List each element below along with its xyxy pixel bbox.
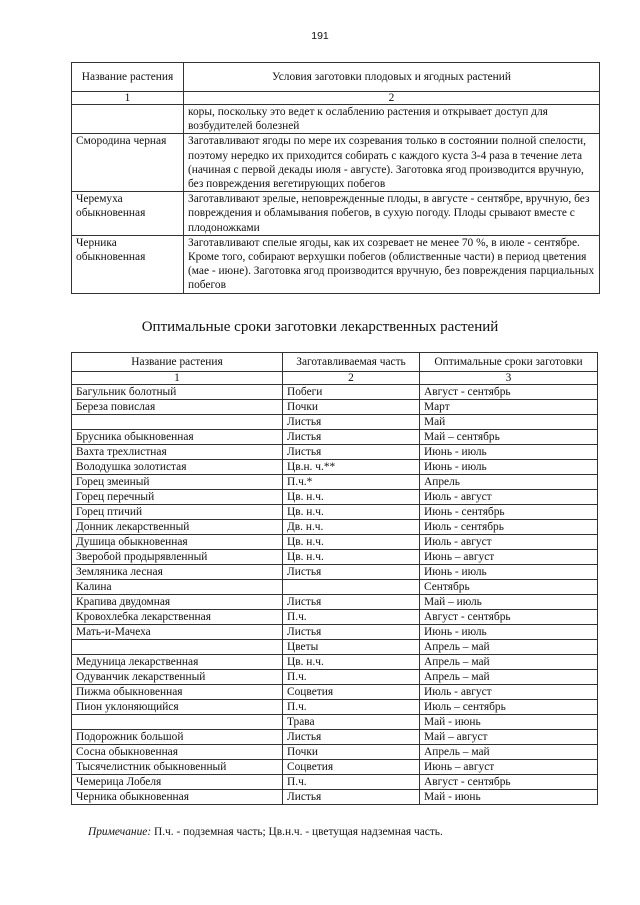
table-cell: Июль - август (420, 535, 598, 550)
column-number: 2 (184, 92, 600, 105)
table-cell: Июль - август (420, 490, 598, 505)
table-header-row (72, 353, 598, 372)
table-cell: Медуница лекарственная (72, 655, 283, 670)
table-row (72, 235, 600, 293)
table-cell: Листья (283, 415, 420, 430)
table-row (72, 415, 598, 430)
table-cell: Подорожник большой (72, 730, 283, 745)
column-number: 2 (283, 372, 420, 385)
table-cell: Вахта трехлистная (72, 445, 283, 460)
table-cell: Март (420, 400, 598, 415)
table-row (72, 610, 598, 625)
table-cell: Почки (283, 400, 420, 415)
table-cell: Черника обыкновенная (72, 235, 184, 293)
table-cell: Август - сентябрь (420, 385, 598, 400)
table-cell: Соцветия (283, 685, 420, 700)
table-row (72, 445, 598, 460)
section-title: Оптимальные сроки заготовки лекарственных растений (141, 319, 499, 335)
table-row (72, 760, 598, 775)
table-cell (283, 580, 420, 595)
table-cell: Черника обыкновенная (72, 790, 283, 805)
column-number: 1 (72, 92, 184, 105)
table-row (72, 460, 598, 475)
table-cell: Цв. н.ч. (283, 505, 420, 520)
table-row (72, 134, 600, 192)
table-cell: Брусника обыкновенная (72, 430, 283, 445)
table-cell: Август - сентябрь (420, 775, 598, 790)
table-row (72, 700, 598, 715)
footnote-label: Примечание: (88, 826, 152, 838)
table-cell: Чемерица Лобеля (72, 775, 283, 790)
column-number-row (72, 372, 598, 385)
table-row (72, 400, 598, 415)
table-row (72, 192, 600, 236)
table-cell: Июль - сентябрь (420, 520, 598, 535)
table-cell: П.ч. (283, 775, 420, 790)
table-cell: Листья (283, 565, 420, 580)
table-row (72, 625, 598, 640)
column-number-row (72, 92, 600, 105)
table-cell: Июнь - июль (420, 460, 598, 475)
table-cell: Трава (283, 715, 420, 730)
table-row (72, 520, 598, 535)
table-cell: Цв.н. ч.** (283, 460, 420, 475)
table-row (72, 385, 598, 400)
table-cell: Черемуха обыкновенная (72, 192, 184, 236)
table-cell: Дв. н.ч. (283, 520, 420, 535)
table-cell: Мать-и-Мачеха (72, 625, 283, 640)
table-cell: Апрель – май (420, 655, 598, 670)
table-cell (72, 105, 184, 134)
table-cell: Июль - август (420, 685, 598, 700)
table-cell: Май – июль (420, 595, 598, 610)
table-cell: Листья (283, 445, 420, 460)
table-cell: Апрель – май (420, 745, 598, 760)
table-cell: Апрель (420, 475, 598, 490)
table-cell: Май – август (420, 730, 598, 745)
table-cell: Земляника лесная (72, 565, 283, 580)
table-row (72, 490, 598, 505)
table-row (72, 655, 598, 670)
table-cell: Зверобой продырявленный (72, 550, 283, 565)
table-cell: Соцветия (283, 760, 420, 775)
table-row (72, 745, 598, 760)
footnote (88, 826, 443, 838)
table-cell: Заготавливают зрелые, неповрежденные плоды, в августе - сентябре, вручную, без повреждения и обламывания побегов, в сухую погоду. Плоды срывают вместе с плодоножками (184, 192, 600, 236)
table-cell: Июнь – август (420, 760, 598, 775)
table-cell: Пижма обыкновенная (72, 685, 283, 700)
table-cell: Май - июнь (420, 790, 598, 805)
table-row (72, 430, 598, 445)
table-cell: Июнь - июль (420, 565, 598, 580)
table-row (72, 685, 598, 700)
table-cell (72, 715, 283, 730)
table-row (72, 550, 598, 565)
table-cell: Цв. н.ч. (283, 490, 420, 505)
table-cell: Тысячелистник обыкновенный (72, 760, 283, 775)
harvest-periods-table (71, 352, 598, 805)
table-cell: Цветы (283, 640, 420, 655)
table-cell: Май (420, 415, 598, 430)
table-cell: Заготавливают ягоды по мере их созревания только в состоянии полной спелости, поэтому нередко их приходится собирать с каждого куста 3-4 раза в течение лета (начиная с первой декады июля - августе). Заготовка ягод производится вручную, без повреждения вегетирующих побегов (184, 134, 600, 192)
table-cell: Горец змеиный (72, 475, 283, 490)
table-cell: Пион уклоняющийся (72, 700, 283, 715)
table-cell: Апрель – май (420, 670, 598, 685)
table-cell: Май – сентябрь (420, 430, 598, 445)
table-cell: Багульник болотный (72, 385, 283, 400)
footnote-text: П.ч. - подземная часть; Цв.н.ч. - цветущая надземная часть. (151, 826, 443, 838)
table-cell: П.ч. (283, 670, 420, 685)
table-cell: Июль – сентябрь (420, 700, 598, 715)
table-cell: Сосна обыкновенная (72, 745, 283, 760)
table-cell: Цв. н.ч. (283, 655, 420, 670)
table-cell: Листья (283, 625, 420, 640)
table-cell: Калина (72, 580, 283, 595)
table-cell: Горец перечный (72, 490, 283, 505)
header-part: Заготавливаемая часть (283, 353, 420, 372)
table-cell: Цв. н.ч. (283, 535, 420, 550)
table-cell: Одуванчик лекарственный (72, 670, 283, 685)
table-cell: Сентябрь (420, 580, 598, 595)
table-cell: Береза повислая (72, 400, 283, 415)
table-cell: Почки (283, 745, 420, 760)
table-cell (72, 640, 283, 655)
table-cell: Кровохлебка лекарственная (72, 610, 283, 625)
table-cell: Побеги (283, 385, 420, 400)
table-row (72, 105, 600, 134)
table-cell: Июнь - июль (420, 445, 598, 460)
table-row (72, 535, 598, 550)
table-cell: П.ч.* (283, 475, 420, 490)
table-cell: Донник лекарственный (72, 520, 283, 535)
table-cell: Листья (283, 730, 420, 745)
table-cell: П.ч. (283, 700, 420, 715)
table-cell: Цв. н.ч. (283, 550, 420, 565)
table-row (72, 595, 598, 610)
table-row (72, 565, 598, 580)
table-cell: П.ч. (283, 610, 420, 625)
table-cell: Листья (283, 430, 420, 445)
header-plant-name: Название растения (72, 353, 283, 372)
table-row (72, 775, 598, 790)
table-row (72, 580, 598, 595)
table-cell: коры, поскольку это ведет к ослаблению растения и открывает доступ для возбудителей болезней (184, 105, 600, 134)
table-cell: Листья (283, 790, 420, 805)
table-cell (72, 415, 283, 430)
column-number: 1 (72, 372, 283, 385)
table-row (72, 505, 598, 520)
table-row (72, 670, 598, 685)
table-cell: Душица обыкновенная (72, 535, 283, 550)
header-period: Оптимальные сроки заготовки (420, 353, 598, 372)
column-number: 3 (420, 372, 598, 385)
table-cell: Июнь - сентябрь (420, 505, 598, 520)
table-cell: Смородина черная (72, 134, 184, 192)
table-row (72, 715, 598, 730)
table-cell: Горец птичий (72, 505, 283, 520)
table-cell: Август - сентябрь (420, 610, 598, 625)
table-cell: Апрель – май (420, 640, 598, 655)
table-header-row (72, 63, 600, 92)
harvest-conditions-table (71, 62, 600, 294)
table-row (72, 730, 598, 745)
table-cell: Июнь – август (420, 550, 598, 565)
table-row (72, 475, 598, 490)
table-cell: Володушка золотистая (72, 460, 283, 475)
header-plant-name: Название растения (72, 63, 184, 92)
table-cell: Листья (283, 595, 420, 610)
table-cell: Заготавливают спелые ягоды, как их созревает не менее 70 %, в июле - сентябре. Кроме того, собирают верхушки побегов (облиственные части) в период цветения (мае - июне). Заготовка ягод производится вручную, без повреждения парциальных побегов (184, 235, 600, 293)
page-number: 191 (311, 30, 329, 42)
header-conditions: Условия заготовки плодовых и ягодных растений (184, 63, 600, 92)
table-cell: Июнь - июль (420, 625, 598, 640)
table-cell: Май - июнь (420, 715, 598, 730)
table-row (72, 640, 598, 655)
table-row (72, 790, 598, 805)
table-cell: Крапива двудомная (72, 595, 283, 610)
